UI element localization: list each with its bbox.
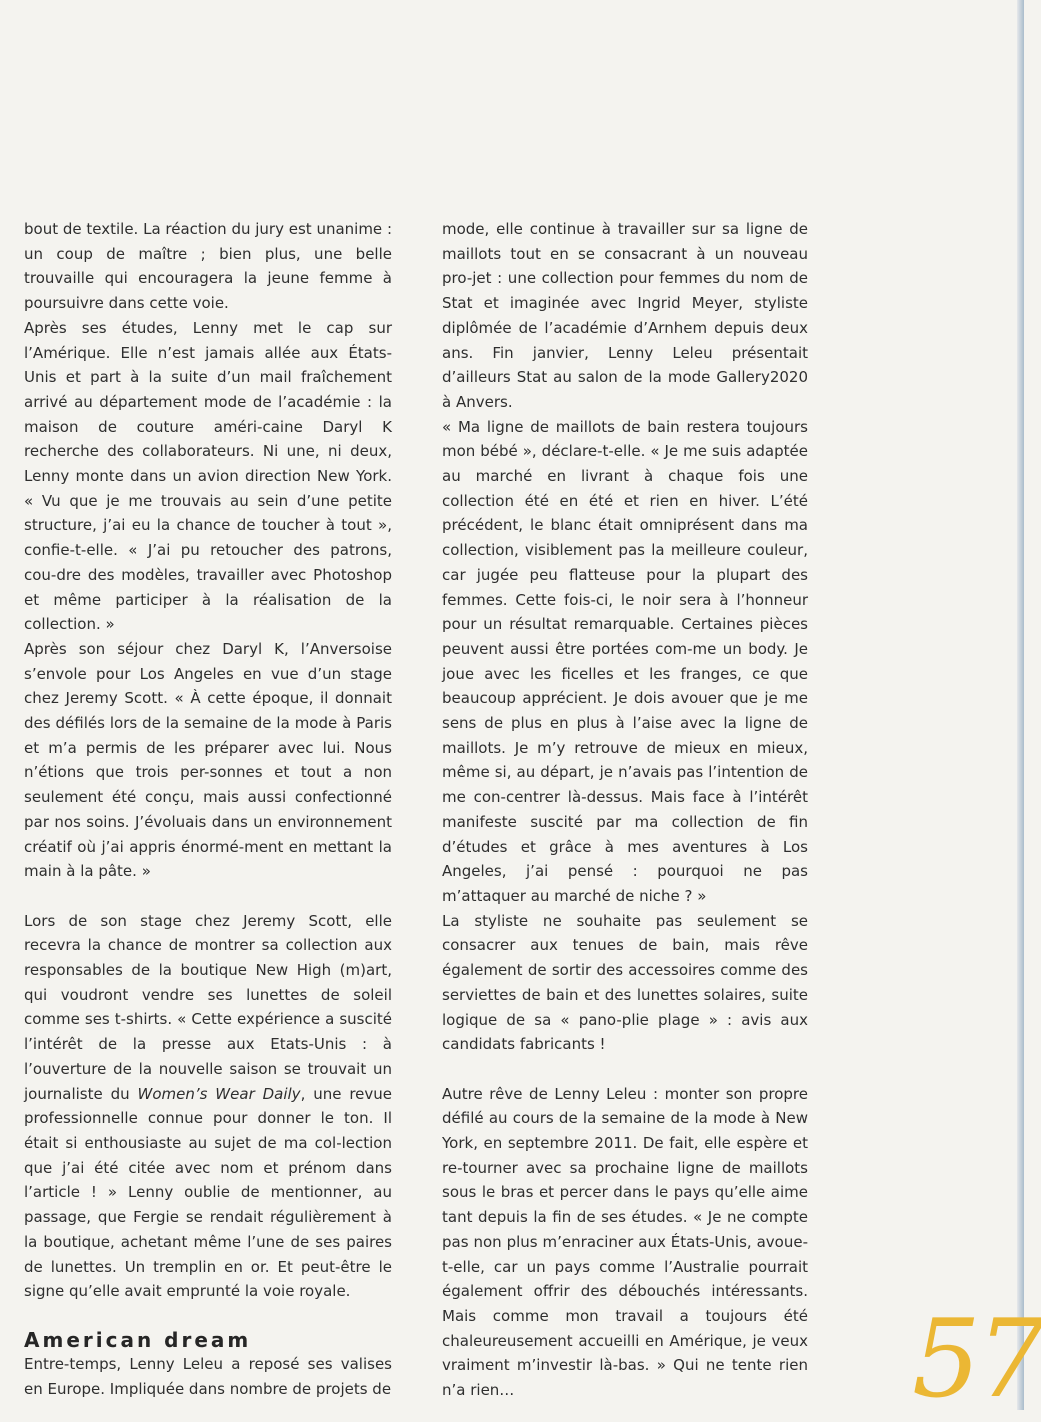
paragraph: Autre rêve de Lenny Leleu : monter son propre défilé au cours de la semaine de la mode à New York, en septembre 2011. De fait, elle espère et re-tourner avec sa prochaine ligne de maillots sous le bras et percer dans le pays qu’elle aime tant depuis la fin de ses études. « Je ne compte pas non plus m’enraciner aux États-Unis, avoue-t-elle, car un pays comme l’Australie pourrait également offrir des débouchés intéressants. Mais comme mon travail a toujours été chaleureusement accueilli en Amérique, je veux vraiment m’investir là-bas. » Qui ne tente rien n’a rien…	[442, 1084, 808, 1400]
page-number: 57	[912, 1297, 1041, 1422]
section-heading: American dream	[24, 1327, 252, 1352]
paragraph: Après ses études, Lenny met le cap sur l’Amérique. Elle n’est jamais allée aux États-Unis et part à la suite d’un mail fraîchement arrivé au département mode de l’académie : la maison de couture améri-caine Daryl K recherche des collaborateurs. Ni une, ni deux, Lenny monte dans un avion direction New York. « Vu que je me trouvais au sein d’une petite structure, j’ai eu la chance de toucher à tout », confie-t-elle. « J’ai pu retoucher des patrons, cou-dre des modèles, travailler avec Photoshop et même participer à la réalisation de la collection. »	[24, 318, 392, 634]
paragraph: La styliste ne souhaite pas seulement se consacrer aux tenues de bain, mais rêve également de sortir des accessoires comme des serviettes de bain et des lunettes solaires, suite logique de sa « pano-plie plage » : avis aux candidats fabricants !	[442, 911, 808, 1054]
article-column-right	[442, 217, 808, 1403]
article-column-left	[24, 217, 392, 1401]
paragraph-text: , une revue professionnelle connue pour donner le ton. Il était si enthousiaste au sujet de ma col-lection que j’ai été citée avec nom et prénom dans l’article ! » Lenny oublie de mentionner, au passage, que Fergie se rendait régulièrement à la boutique, achetant même l’une de ses paires de lunettes. Un tremplin en or. Et peut-être le signe qu’elle avait emprunté la voie royale.	[24, 1084, 392, 1301]
paragraph: Après son séjour chez Daryl K, l’Anversoise s’envole pour Los Angeles en vue d’un stage chez Jeremy Scott. « À cette époque, il donnait des défilés lors de la semaine de la mode à Paris et m’a permis de les préparer avec lui. Nous n’étions que trois per-sonnes et tout a non seulement été conçu, mais aussi confectionné par nos soins. J’évoluais dans un environnement créatif où j’ai appris énormé-ment en mettant la main à la pâte. »	[24, 639, 392, 881]
paragraph: mode, elle continue à travailler sur sa ligne de maillots tout en se consacrant à un nouveau pro-jet : une collection pour femmes du nom de Stat et imaginée avec Ingrid Meyer, styliste diplômée de l’académie d’Arnhem depuis deux ans. Fin janvier, Lenny Leleu présentait d’ailleurs Stat au salon de la mode Gallery2020 à Anvers.	[442, 220, 808, 411]
paragraph: « Ma ligne de maillots de bain restera toujours mon bébé », déclare-t-elle. « Je me suis adaptée au marché en livrant à chaque fois une collection été en été et rien en hiver. L’été précédent, le blanc était omniprésent dans ma collection, visiblement pas la meilleure couleur, car jugée peu flatteuse pour la plupart des femmes. Cette fois-ci, le noir sera à l’honneur pour un résultat remarquable. Certaines pièces peuvent aussi être portées com-me un body. Je joue avec les ficelles et les franges, ce que beaucoup apprécient. Je dois avouer que je me sens de plus en plus à l’aise avec la ligne de maillots. Je m’y retrouve de mieux en mieux, même si, au départ, je n’avais pas l’intention de me con-centrer là-dessus. Mais face à l’intérêt manifeste suscité par ma collection de fin d’études et grâce à mes aventures à Los Angeles, j’ai pensé : pourquoi ne pas m’attaquer au marché de niche ? »	[442, 417, 808, 905]
paragraph-text: Lors de son stage chez Jeremy Scott, elle recevra la chance de montrer sa collection aux responsables de la boutique New High (m)art, qui voudront vendre ses lunettes de soleil comme ses t-shirts. « Cette expérience a suscité l’intérêt de la presse aux Etats-Unis : à l’ouverture de la nouvelle saison se trouvait un journaliste du	[24, 911, 392, 1103]
paragraph: Entre-temps, Lenny Leleu a reposé ses valises en Europe. Impliquée dans nombre de projets de	[24, 1354, 392, 1398]
paragraph: bout de textile. La réaction du jury est unanime : un coup de maître ; bien plus, une belle trouvaille qui encouragera la jeune femme à poursuivre dans cette voie.	[24, 220, 392, 313]
paragraph	[24, 909, 392, 1304]
publication-title: Women’s Wear Daily	[137, 1084, 301, 1103]
page-edge-shadow	[1017, 0, 1024, 1410]
